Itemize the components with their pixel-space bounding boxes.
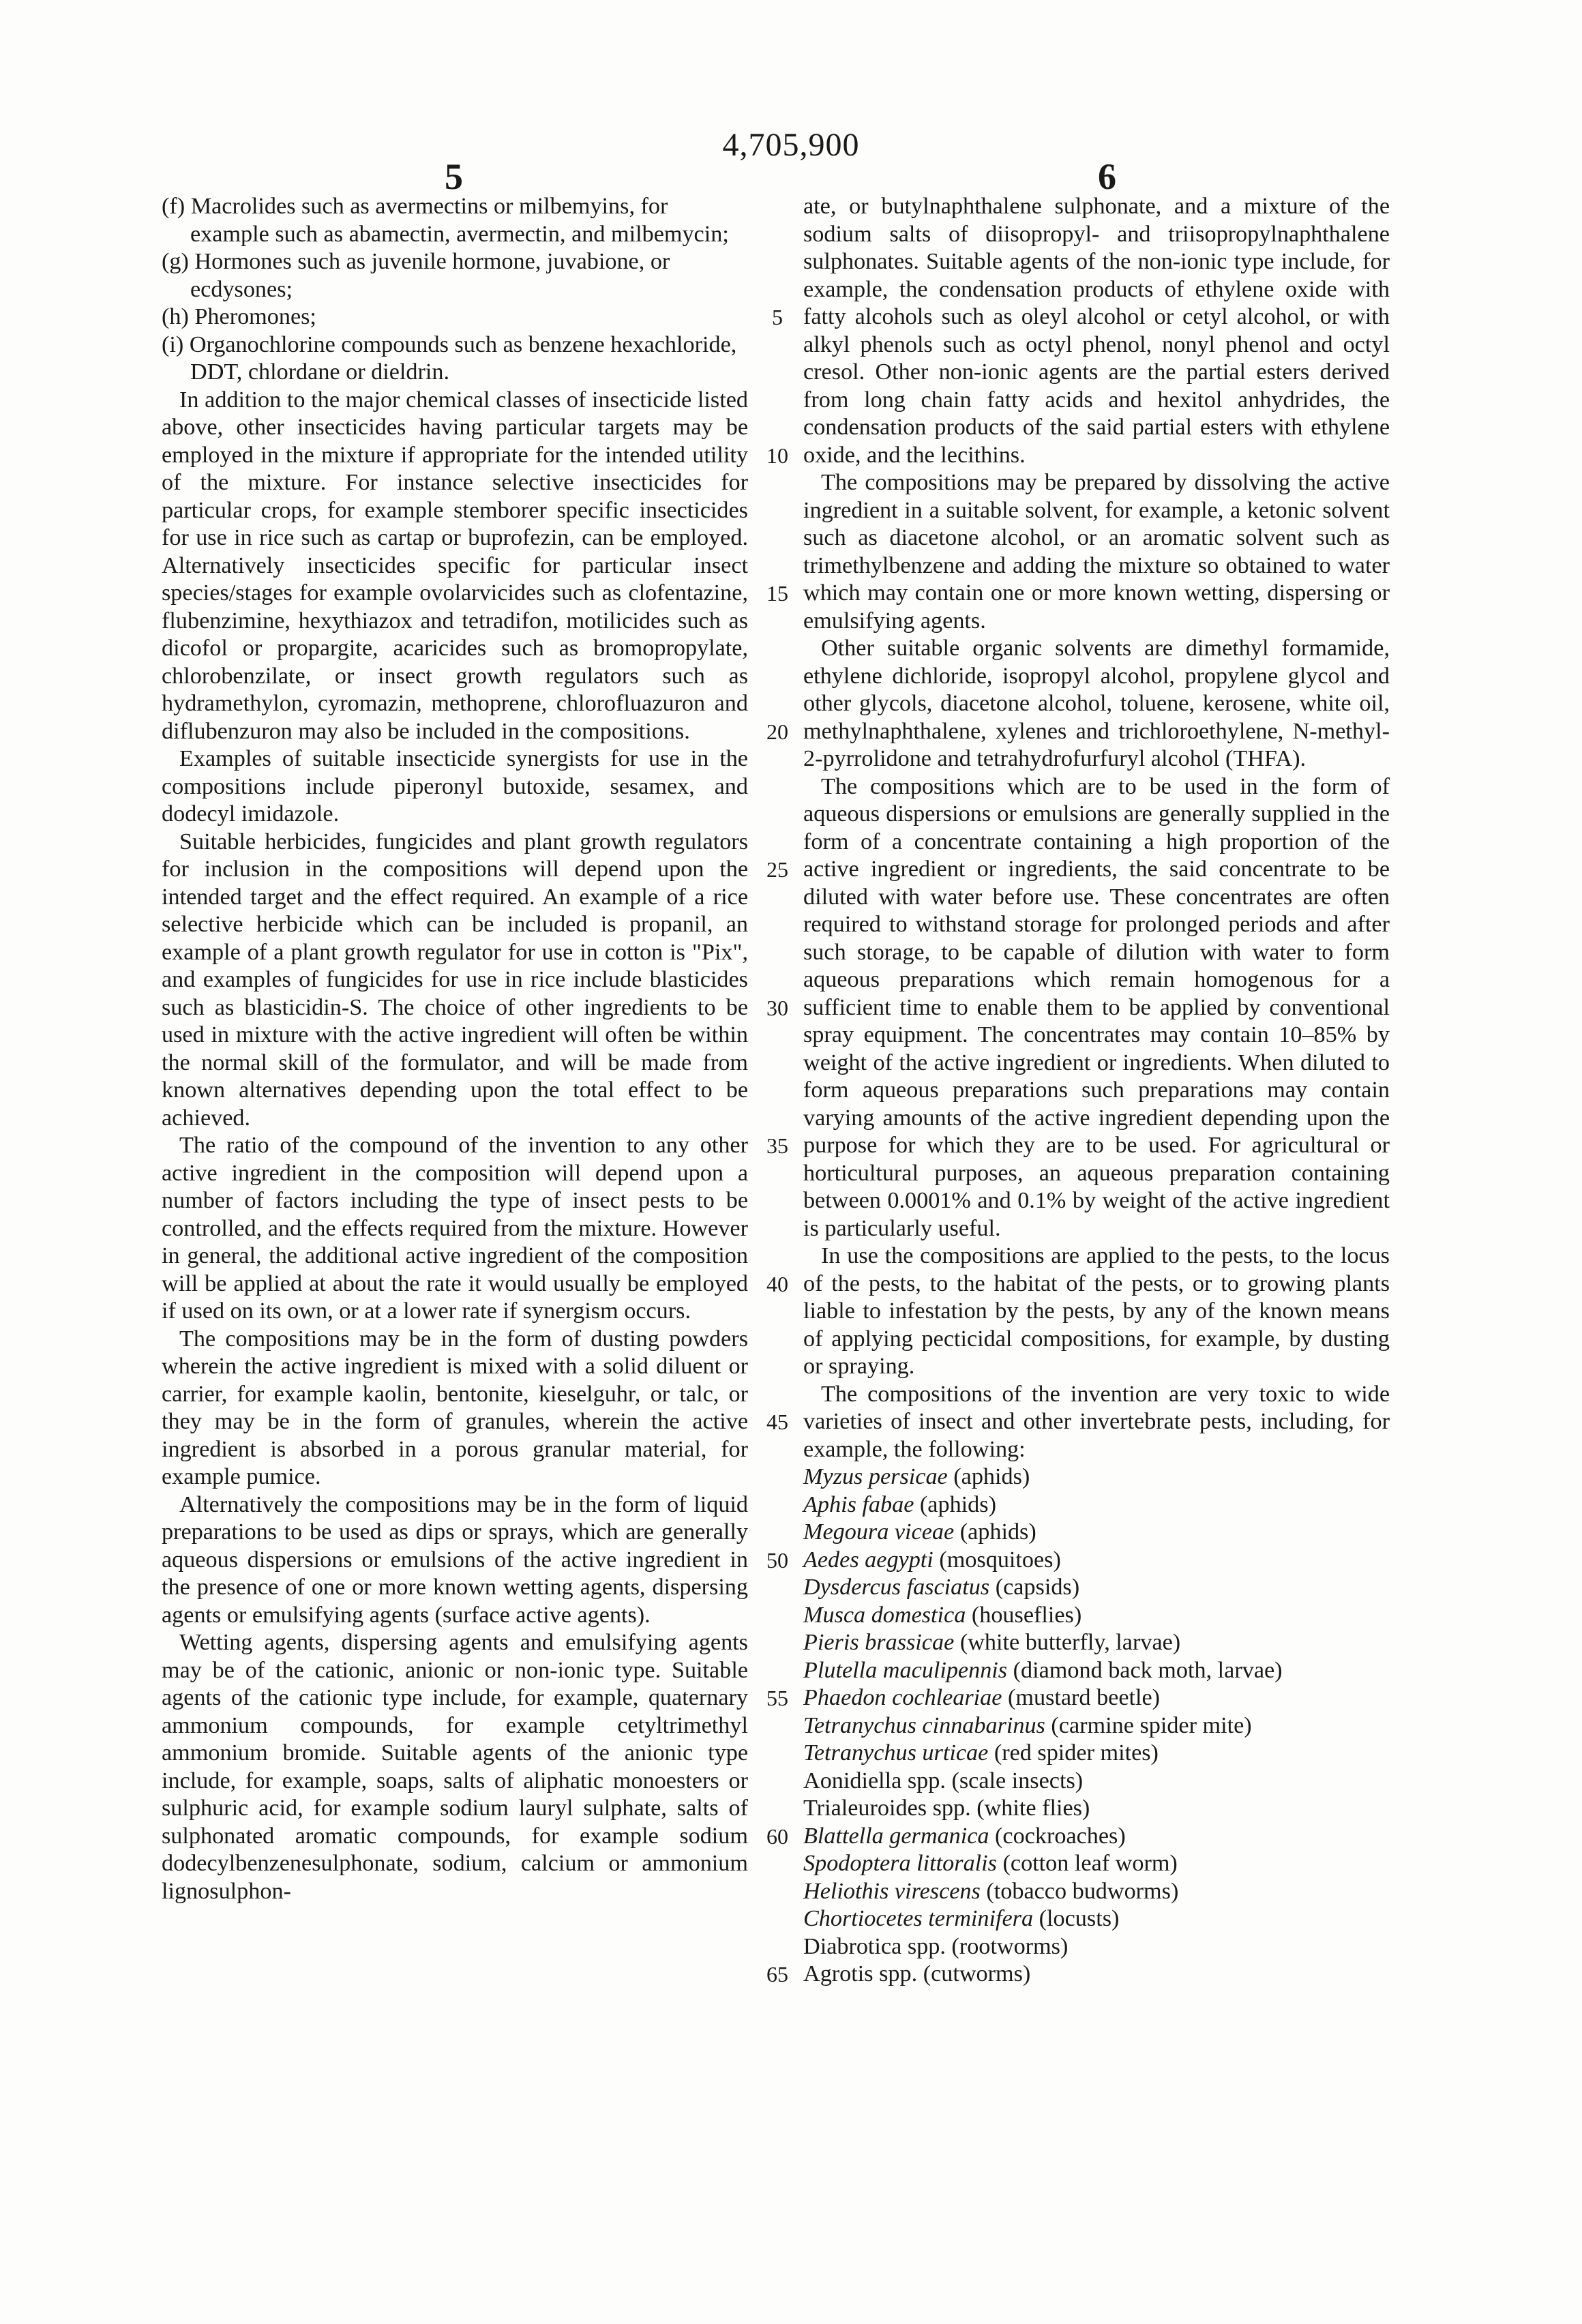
- species-name: Aphis fabae: [803, 1492, 914, 1517]
- species-name: Megoura viceae: [803, 1519, 954, 1545]
- species-item: [803, 1463, 1390, 1491]
- species-common-name: (locusts): [1033, 1906, 1119, 1931]
- line-number: 10: [757, 443, 798, 468]
- species-item: [803, 1684, 1390, 1712]
- species-common-name: (cutworms): [917, 1961, 1030, 1986]
- species-item: [803, 1519, 1390, 1547]
- paragraph: Alternatively the compositions may be in the form of liquid preparations to be used as dips or sprays, which are generally aqueous dispersions or emulsions of the active ingredient in the presence of one or more known wetting agents, dispersing agents or emulsifying agents (surface active agents).: [162, 1491, 748, 1630]
- paragraph: The compositions of the invention are very toxic to wide varieties of insect and other invertebrate pests, including, for example, the following:: [803, 1381, 1390, 1464]
- species-item: [803, 1547, 1390, 1575]
- species-name: Plutella maculipennis: [803, 1658, 1007, 1683]
- species-common-name: (white flies): [971, 1796, 1090, 1821]
- species-name: Agrotis spp.: [803, 1961, 917, 1986]
- line-number: 45: [757, 1410, 798, 1435]
- species-item: [803, 1768, 1390, 1796]
- paragraph: The ratio of the compound of the invention to any other active ingredient in the composition will depend upon a number of factors including the type of insect pests to be controlled, and the effects required from the mixture. However in general, the additional active ingredient of the composition will be applied at about the rate it would usually be employed if used on its own, or at a lower rate if synergism occurs.: [162, 1132, 748, 1326]
- species-name: Diabrotica spp.: [803, 1934, 946, 1959]
- species-name: Trialeuroides spp.: [803, 1796, 971, 1821]
- paragraph: Suitable herbicides, fungicides and plant growth regulators for inclusion in the compositions will depend upon the intended target and the effect required. An example of a rice selective herbicide which can be included is propanil, an example of a plant growth regulator for use in cotton is "Pix", and examples of fungicides for use in rice include blasticides such as blasticidin-S. The choice of other ingredients to be used in mixture with the active ingredient will often be within the normal skill of the formulator, and will be made from known alternatives depending upon the total effect to be achieved.: [162, 829, 748, 1133]
- paragraph: The compositions may be prepared by dissolving the active ingredient in a suitable solvent, for example, a ketonic solvent such as diacetone alcohol, or an aromatic solvent such as trimethylbenzene and adding the mixture so obtained to water which may contain one or more known wetting, dispersing or emulsifying agents.: [803, 469, 1390, 635]
- patent-number: 4,705,900: [0, 126, 1582, 164]
- species-item: [803, 1850, 1390, 1878]
- species-item: [803, 1629, 1390, 1657]
- species-common-name: (aphids): [954, 1519, 1036, 1545]
- species-item: [803, 1657, 1390, 1685]
- species-common-name: (cockroaches): [989, 1823, 1126, 1849]
- species-common-name: (carmine spider mite): [1045, 1713, 1252, 1738]
- species-item: [803, 1491, 1390, 1519]
- line-number: 60: [757, 1824, 798, 1849]
- list-item: (h) Pheromones;: [162, 303, 748, 331]
- species-item: [803, 1712, 1390, 1740]
- line-number: 55: [757, 1686, 798, 1711]
- species-item: [803, 1795, 1390, 1823]
- species-name: Dysdercus fasciatus: [803, 1575, 989, 1600]
- paragraph: Examples of suitable insecticide synergists for use in the compositions include piperonyl butoxide, sesamex, and dodecyl imidazole.: [162, 745, 748, 829]
- list-item: (i) Organochlorine compounds such as benzene hexachloride, DDT, chlordane or dieldrin.: [162, 331, 748, 387]
- list-item: (g) Hormones such as juvenile hormone, juvabione, or ecdysones;: [162, 248, 748, 303]
- species-name: Chortiocetes terminifera: [803, 1906, 1033, 1931]
- species-item: [803, 1740, 1390, 1768]
- species-common-name: (scale insects): [946, 1768, 1083, 1793]
- species-common-name: (mustard beetle): [1002, 1685, 1160, 1710]
- species-common-name: (red spider mites): [988, 1740, 1159, 1766]
- left-column: [162, 193, 748, 1905]
- paragraph: Wetting agents, dispersing agents and emulsifying agents may be of the cationic, anionic or non-ionic type. Suitable agents of the cationic type include, for example, quaternary ammonium compounds, for example cetyltrimethyl ammonium bromide. Suitable agents of the anionic type include, for example, soaps, salts of aliphatic monoesters or sulphuric acid, for example sodium lauryl sulphate, salts of sulphonated aromatic compounds, for example sodium dodecylbenzenesulphonate, sodium, calcium or ammonium lignosulphon-: [162, 1629, 748, 1905]
- paragraph: ate, or butylnaphthalene sulphonate, and a mixture of the sodium salts of diisopropyl- and triisopropylnaphthalene sulphonates. Suitable agents of the non-ionic type include, for example, the condensation products of ethylene oxide with fatty alcohols such as oleyl alcohol or cetyl alcohol, or with alkyl phenols such as octyl phenol, nonyl phenol and octyl cresol. Other non-ionic agents are the partial esters derived from long chain fatty acids and hexitol anhydrides, the condensation products of the said partial esters with ethylene oxide, and the lecithins.: [803, 193, 1390, 469]
- line-number: 25: [757, 857, 798, 882]
- paragraph: In addition to the major chemical classes of insecticide listed above, other insecticides having particular targets may be employed in the mixture if appropriate for the intended utility of the mixture. For instance selective insecticides for particular crops, for example stemborer specific insecticides for use in rice such as cartap or buprofezin, can be employed. Alternatively insecticides specific for particular insect species/stages for example ovolarvicides such as clofentazine, flubenzimine, hexythiazox and tetradifon, motilicides such as dicofol or propargite, acaricides such as bromopropylate, chlorobenzilate, or insect growth regulators such as hydramethylon, cyromazin, methoprene, chlorofluazuron and diflubenzuron may also be included in the compositions.: [162, 387, 748, 746]
- species-item: [803, 1933, 1390, 1961]
- species-common-name: (capsids): [989, 1575, 1079, 1600]
- species-common-name: (aphids): [914, 1492, 996, 1517]
- species-name: Phaedon cochleariae: [803, 1685, 1002, 1710]
- line-number: 40: [757, 1272, 798, 1297]
- line-number: 15: [757, 581, 798, 606]
- species-common-name: (diamond back moth, larvae): [1007, 1658, 1282, 1683]
- species-name: Tetranychus cinnabarinus: [803, 1713, 1045, 1738]
- line-number: 5: [757, 305, 798, 330]
- species-common-name: (mosquitoes): [934, 1547, 1061, 1573]
- species-item: [803, 1574, 1390, 1602]
- species-name: Blattella germanica: [803, 1823, 989, 1849]
- species-item: [803, 1878, 1390, 1906]
- species-name: Pieris brassicae: [803, 1630, 954, 1655]
- list-item: (f) Macrolides such as avermectins or milbemyins, for example such as abamectin, avermectin, and milbemycin;: [162, 193, 748, 248]
- species-item: [803, 1961, 1390, 1988]
- species-name: Aonidiella spp.: [803, 1768, 946, 1793]
- line-number: 65: [757, 1962, 798, 1987]
- paragraph: The compositions which are to be used in the form of aqueous dispersions or emulsions are generally supplied in the form of a concentrate containing a high proportion of the active ingredient or ingredients, the said concentrate to be diluted with water before use. These concentrates are often required to withstand storage for prolonged periods and after such storage, to be capable of dilution with water to form aqueous preparations which remain homogenous for a sufficient time to enable them to be applied by conventional spray equipment. The concentrates may contain 10–85% by weight of the active ingredient or ingredients. When diluted to form aqueous preparations such preparations may contain varying amounts of the active ingredient depending upon the purpose for which they are to be used. For agricultural or horticultural purposes, an aqueous preparation containing between 0.0001% and 0.1% by weight of the active ingredient is particularly useful.: [803, 773, 1390, 1243]
- line-number: 35: [757, 1133, 798, 1159]
- species-item: [803, 1905, 1390, 1933]
- page-number-left: 5: [445, 155, 463, 198]
- species-name: Tetranychus urticae: [803, 1740, 988, 1766]
- page-number-right: 6: [1098, 155, 1116, 198]
- species-name: Heliothis virescens: [803, 1879, 981, 1904]
- right-column: [803, 193, 1390, 1988]
- species-common-name: (aphids): [948, 1464, 1030, 1489]
- species-common-name: (rootworms): [946, 1934, 1068, 1959]
- species-common-name: (houseflies): [966, 1603, 1081, 1628]
- species-item: [803, 1602, 1390, 1630]
- paragraph: In use the compositions are applied to the pests, to the locus of the pests, to the habitat of the pests, or to growing plants liable to infestation by the pests, by any of the known means of applying pecticidal compositions, for example, by dusting or spraying.: [803, 1242, 1390, 1381]
- species-name: Aedes aegypti: [803, 1547, 934, 1573]
- species-name: Spodoptera littoralis: [803, 1851, 997, 1876]
- species-item: [803, 1823, 1390, 1851]
- line-number: 20: [757, 719, 798, 745]
- species-name: Myzus persicae: [803, 1464, 948, 1489]
- species-common-name: (cotton leaf worm): [997, 1851, 1178, 1876]
- paragraph: The compositions may be in the form of dusting powders wherein the active ingredient is mixed with a solid diluent or carrier, for example kaolin, bentonite, kieselguhr, or talc, or they may be in the form of granules, wherein the active ingredient is absorbed in a porous granular material, for example pumice.: [162, 1326, 748, 1491]
- species-name: Musca domestica: [803, 1603, 966, 1628]
- line-number: 30: [757, 996, 798, 1021]
- species-common-name: (white butterfly, larvae): [954, 1630, 1180, 1655]
- paragraph: Other suitable organic solvents are dimethyl formamide, ethylene dichloride, isopropyl alcohol, propylene glycol and other glycols, diacetone alcohol, toluene, kerosene, white oil, methylnaphthalene, xylenes and trichloroethylene, N-methyl-2-pyrrolidone and tetrahydrofurfuryl alcohol (THFA).: [803, 635, 1390, 773]
- species-common-name: (tobacco budworms): [981, 1879, 1179, 1904]
- line-number: 50: [757, 1548, 798, 1573]
- species-list: [803, 1463, 1390, 1988]
